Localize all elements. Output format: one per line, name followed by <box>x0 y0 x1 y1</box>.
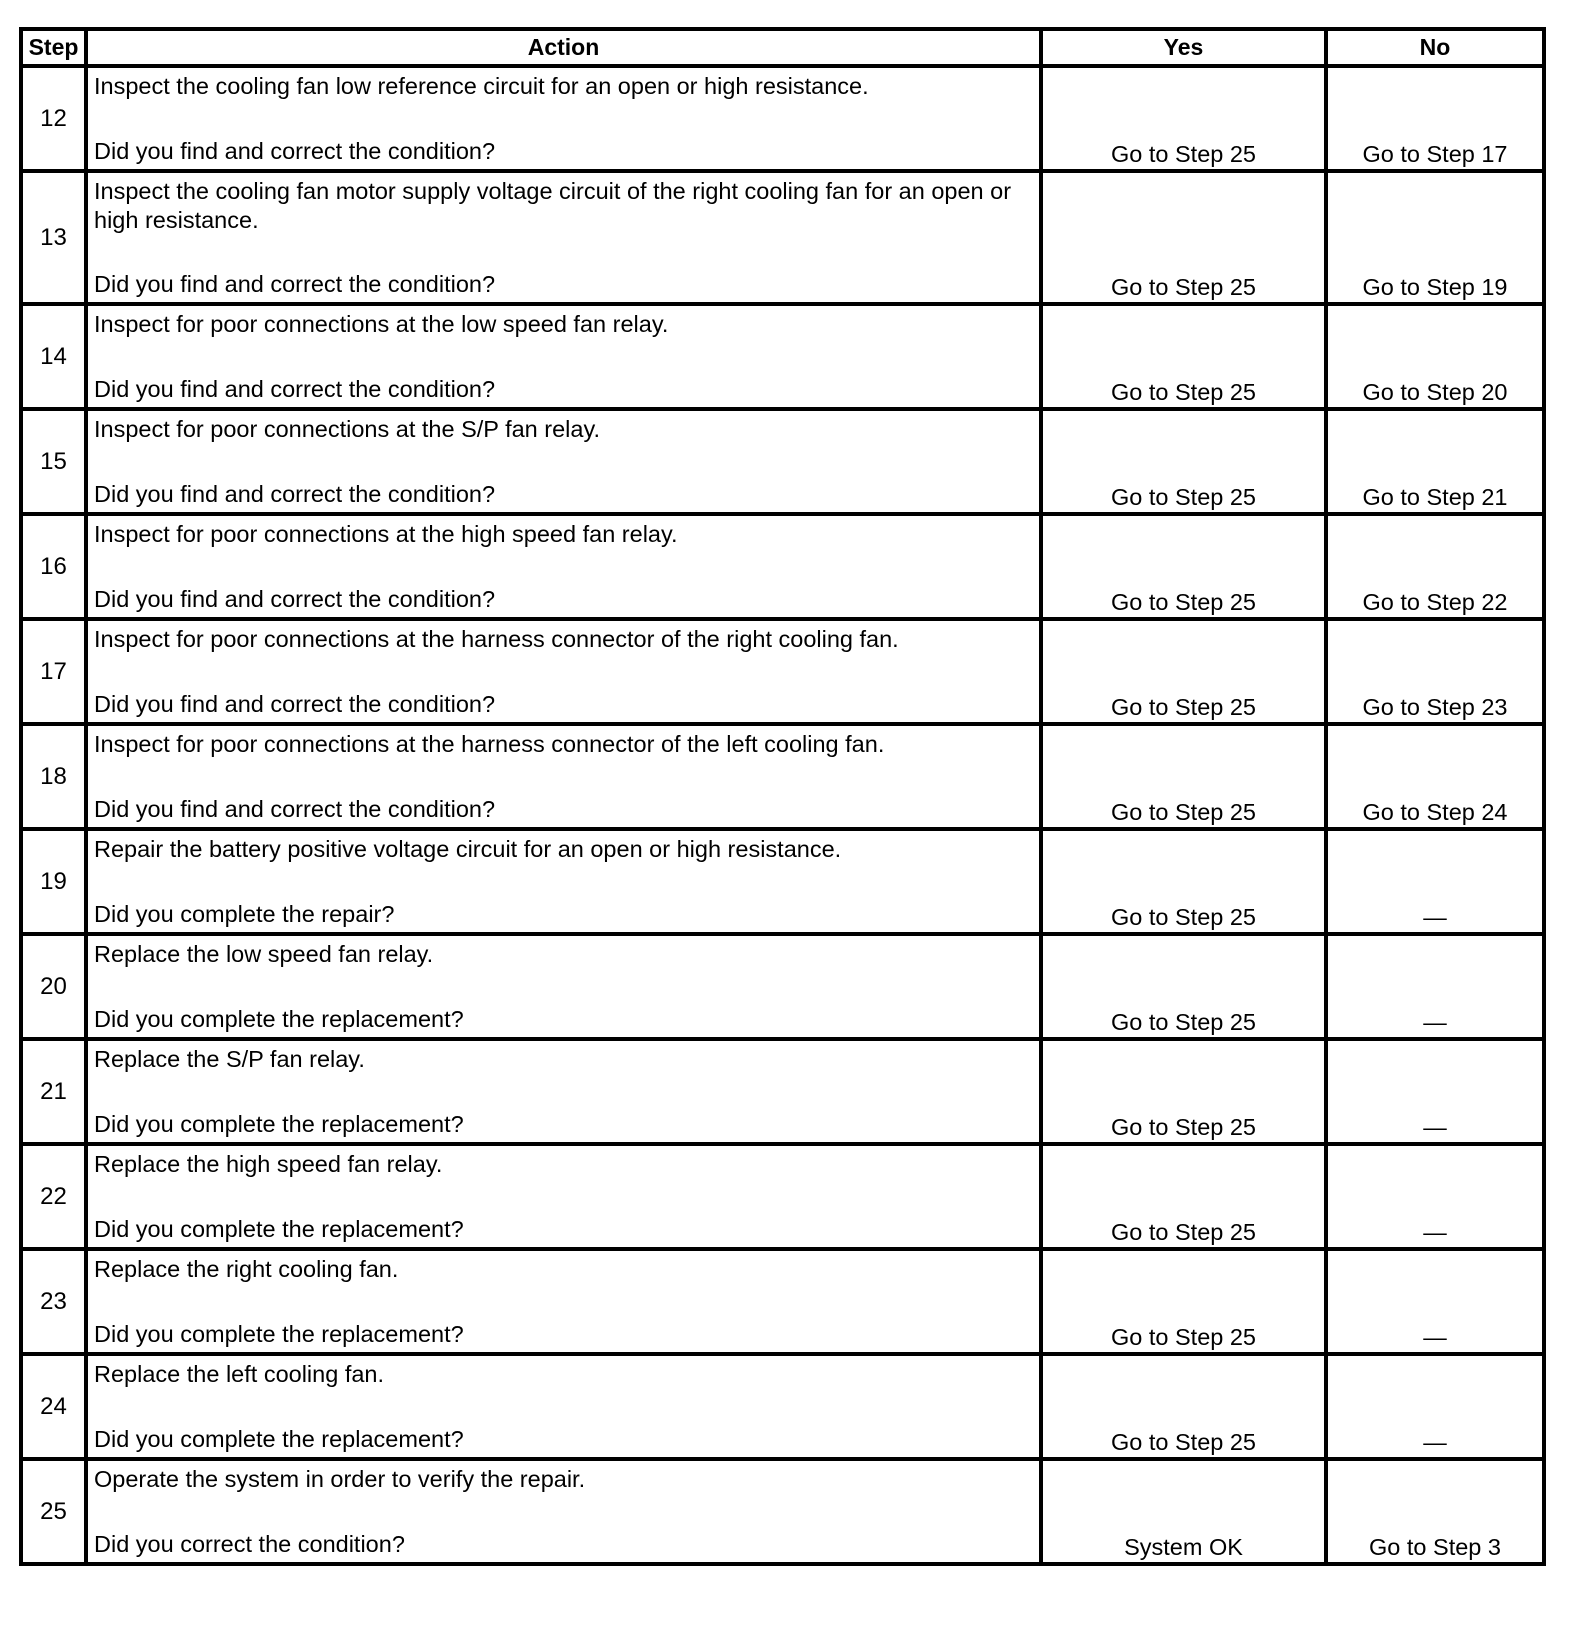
action-instruction: Replace the low speed fan relay. <box>94 941 434 967</box>
yes-result: Go to Step 25 <box>1041 514 1326 619</box>
step-number: 24 <box>21 1354 86 1459</box>
action-question: Did you find and correct the condition? <box>94 691 496 717</box>
step-number: 21 <box>21 1039 86 1144</box>
action-question: Did you complete the replacement? <box>94 1111 464 1137</box>
action-cell <box>86 304 1041 409</box>
step-number: 20 <box>21 934 86 1039</box>
table-row <box>21 934 1544 1039</box>
action-cell <box>86 1459 1041 1564</box>
table-row <box>21 1249 1544 1354</box>
yes-result: Go to Step 25 <box>1041 934 1326 1039</box>
action-question: Did you complete the replacement? <box>94 1216 464 1242</box>
no-result: Go to Step 23 <box>1326 619 1544 724</box>
action-instruction: Inspect for poor connections at the S/P fan relay. <box>94 416 600 442</box>
action-cell <box>86 409 1041 514</box>
action-question: Did you find and correct the condition? <box>94 376 496 402</box>
action-instruction: Replace the high speed fan relay. <box>94 1151 443 1177</box>
action-cell <box>86 171 1041 304</box>
yes-result: Go to Step 25 <box>1041 619 1326 724</box>
step-number: 13 <box>21 171 86 304</box>
step-number: 16 <box>21 514 86 619</box>
action-cell <box>86 1249 1041 1354</box>
table-row <box>21 619 1544 724</box>
action-question: Did you complete the replacement? <box>94 1426 464 1452</box>
yes-result: Go to Step 25 <box>1041 171 1326 304</box>
step-number: 12 <box>21 66 86 171</box>
no-result: Go to Step 20 <box>1326 304 1544 409</box>
step-number: 19 <box>21 829 86 934</box>
action-instruction: Replace the right cooling fan. <box>94 1256 399 1282</box>
header-action: Action <box>86 29 1041 66</box>
step-number: 17 <box>21 619 86 724</box>
action-question: Did you find and correct the condition? <box>94 481 496 507</box>
table-row <box>21 66 1544 171</box>
action-cell <box>86 934 1041 1039</box>
header-row <box>21 29 1544 66</box>
no-result: — <box>1326 1039 1544 1144</box>
no-result: Go to Step 22 <box>1326 514 1544 619</box>
yes-result: System OK <box>1041 1459 1326 1564</box>
yes-result: Go to Step 25 <box>1041 66 1326 171</box>
header-no: No <box>1326 29 1544 66</box>
action-instruction: Repair the battery positive voltage circuit for an open or high resistance. <box>94 836 842 862</box>
action-instruction: Replace the left cooling fan. <box>94 1361 385 1387</box>
step-number: 22 <box>21 1144 86 1249</box>
yes-result: Go to Step 25 <box>1041 1249 1326 1354</box>
header-yes: Yes <box>1041 29 1326 66</box>
no-result: Go to Step 3 <box>1326 1459 1544 1564</box>
no-result: Go to Step 24 <box>1326 724 1544 829</box>
action-cell <box>86 514 1041 619</box>
action-question: Did you complete the replacement? <box>94 1321 464 1347</box>
action-cell <box>86 724 1041 829</box>
table-row <box>21 514 1544 619</box>
action-instruction: Operate the system in order to verify the repair. <box>94 1466 586 1492</box>
yes-result: Go to Step 25 <box>1041 304 1326 409</box>
action-question: Did you find and correct the condition? <box>94 271 496 297</box>
table-row <box>21 304 1544 409</box>
action-question: Did you complete the repair? <box>94 901 395 927</box>
yes-result: Go to Step 25 <box>1041 1039 1326 1144</box>
no-result: Go to Step 17 <box>1326 66 1544 171</box>
action-cell <box>86 619 1041 724</box>
action-instruction: Inspect for poor connections at the low speed fan relay. <box>94 311 669 337</box>
table-row <box>21 724 1544 829</box>
no-result: — <box>1326 1249 1544 1354</box>
action-cell <box>86 829 1041 934</box>
no-result: Go to Step 21 <box>1326 409 1544 514</box>
step-number: 18 <box>21 724 86 829</box>
action-question: Did you find and correct the condition? <box>94 586 496 612</box>
action-cell <box>86 1354 1041 1459</box>
no-result: — <box>1326 829 1544 934</box>
action-question: Did you find and correct the condition? <box>94 138 496 164</box>
no-result: — <box>1326 934 1544 1039</box>
action-cell <box>86 1144 1041 1249</box>
no-result: — <box>1326 1354 1544 1459</box>
yes-result: Go to Step 25 <box>1041 1354 1326 1459</box>
action-cell <box>86 66 1041 171</box>
table-row <box>21 409 1544 514</box>
no-result: — <box>1326 1144 1544 1249</box>
table-row <box>21 1354 1544 1459</box>
action-instruction: Inspect the cooling fan low reference circuit for an open or high resistance. <box>94 73 869 99</box>
table-row <box>21 171 1544 304</box>
action-question: Did you complete the replacement? <box>94 1006 464 1032</box>
yes-result: Go to Step 25 <box>1041 829 1326 934</box>
table-row <box>21 829 1544 934</box>
action-question: Did you find and correct the condition? <box>94 796 496 822</box>
action-instruction: Inspect for poor connections at the harness connector of the right cooling fan. <box>94 626 899 652</box>
action-instruction: Inspect the cooling fan motor supply voltage circuit of the right cooling fan for an open or high resistance. <box>94 178 1012 233</box>
table-row <box>21 1039 1544 1144</box>
no-result: Go to Step 19 <box>1326 171 1544 304</box>
step-number: 23 <box>21 1249 86 1354</box>
yes-result: Go to Step 25 <box>1041 409 1326 514</box>
action-instruction: Inspect for poor connections at the harness connector of the left cooling fan. <box>94 731 885 757</box>
step-number: 25 <box>21 1459 86 1564</box>
action-instruction: Replace the S/P fan relay. <box>94 1046 365 1072</box>
header-step: Step <box>21 29 86 66</box>
step-number: 15 <box>21 409 86 514</box>
yes-result: Go to Step 25 <box>1041 724 1326 829</box>
step-number: 14 <box>21 304 86 409</box>
action-cell <box>86 1039 1041 1144</box>
action-question: Did you correct the condition? <box>94 1531 405 1557</box>
table-row <box>21 1459 1544 1564</box>
yes-result: Go to Step 25 <box>1041 1144 1326 1249</box>
diagnostic-table <box>19 27 1546 1566</box>
action-instruction: Inspect for poor connections at the high speed fan relay. <box>94 521 678 547</box>
table-row <box>21 1144 1544 1249</box>
